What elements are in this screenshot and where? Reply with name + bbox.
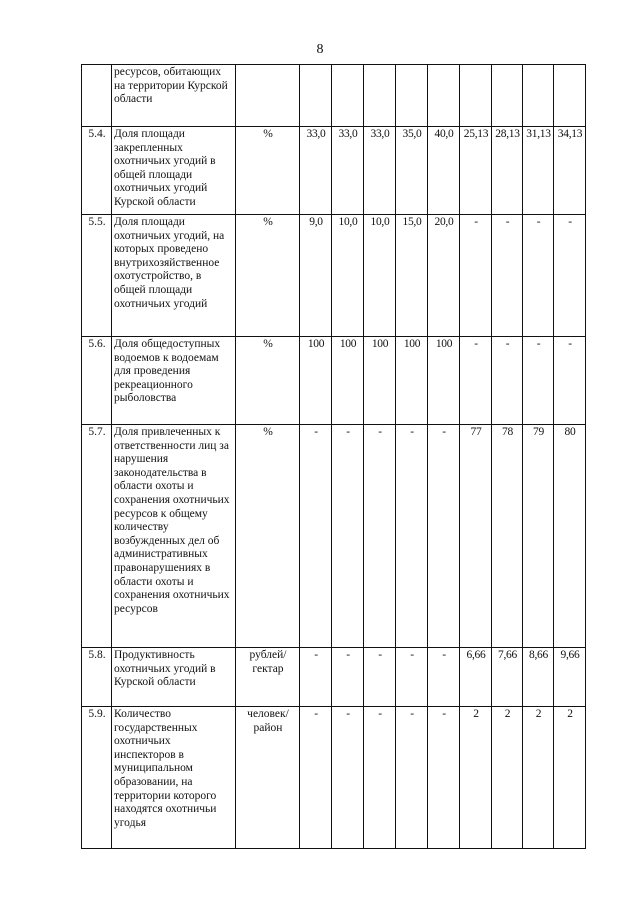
value-cell — [428, 65, 460, 127]
unit-cell — [236, 65, 300, 127]
value-cell: 100 — [332, 337, 364, 425]
value-cell: 9,0 — [300, 215, 332, 337]
unit-cell: % — [236, 425, 300, 648]
row-number: 5.7. — [82, 425, 112, 648]
unit-cell: человек/ район — [236, 707, 300, 849]
row-number: 5.4. — [82, 127, 112, 215]
value-cell: 77 — [460, 425, 492, 648]
value-cell: - — [460, 215, 492, 337]
value-cell — [492, 65, 523, 127]
value-cell: - — [554, 215, 586, 337]
value-cell: - — [300, 707, 332, 849]
value-cell — [332, 65, 364, 127]
table-row — [82, 707, 586, 849]
value-cell: - — [428, 648, 460, 707]
row-number — [82, 65, 112, 127]
value-cell: - — [428, 425, 460, 648]
value-cell: 35,0 — [396, 127, 428, 215]
value-cell: - — [364, 648, 396, 707]
row-number: 5.5. — [82, 215, 112, 337]
row-number: 5.8. — [82, 648, 112, 707]
value-cell — [396, 65, 428, 127]
value-cell: - — [332, 425, 364, 648]
value-cell: 2 — [492, 707, 523, 849]
value-cell: 80 — [554, 425, 586, 648]
value-cell: 100 — [396, 337, 428, 425]
unit-cell: % — [236, 127, 300, 215]
indicator-name: Доля привлеченных к ответственности лиц за нарушения законодательства в области охоты и сохранения охотничьих ресурсов к общему количеству возбужденных дел об административных правонарушениях в области охоты и сохранения охотничьих ресурсов — [112, 425, 236, 648]
indicator-name: ресурсов, обитающих на территории Курской области — [112, 65, 236, 127]
value-cell: - — [554, 337, 586, 425]
value-cell: 2 — [554, 707, 586, 849]
value-cell: 100 — [300, 337, 332, 425]
value-cell: 28,13 — [492, 127, 523, 215]
value-cell — [554, 65, 586, 127]
value-cell: 33,0 — [332, 127, 364, 215]
unit-cell: % — [236, 337, 300, 425]
value-cell: - — [523, 215, 554, 337]
indicator-name: Количество государственных охотничьих инспекторов в муниципальном образовании, на территории которого находятся охотничьи угодья — [112, 707, 236, 849]
value-cell: 10,0 — [332, 215, 364, 337]
value-cell: 10,0 — [364, 215, 396, 337]
table-row — [82, 425, 586, 648]
value-cell: - — [523, 337, 554, 425]
value-cell: - — [364, 707, 396, 849]
indicator-name: Доля общедоступных водоемов к водоемам для проведения рекреационного рыболовства — [112, 337, 236, 425]
table-row — [82, 648, 586, 707]
unit-cell: % — [236, 215, 300, 337]
table-row — [82, 65, 586, 127]
value-cell: 8,66 — [523, 648, 554, 707]
value-cell: - — [396, 425, 428, 648]
value-cell: 34,13 — [554, 127, 586, 215]
value-cell: 100 — [428, 337, 460, 425]
value-cell: - — [332, 648, 364, 707]
value-cell: 33,0 — [300, 127, 332, 215]
value-cell: - — [300, 648, 332, 707]
value-cell: 79 — [523, 425, 554, 648]
value-cell: 25,13 — [460, 127, 492, 215]
value-cell: - — [364, 425, 396, 648]
indicator-name: Доля площади закрепленных охотничьих угодий в общей площади охотничьих угодий Курской области — [112, 127, 236, 215]
value-cell: 31,13 — [523, 127, 554, 215]
value-cell: 2 — [460, 707, 492, 849]
value-cell: - — [300, 425, 332, 648]
value-cell: - — [492, 215, 523, 337]
value-cell — [460, 65, 492, 127]
value-cell — [523, 65, 554, 127]
indicators-table — [81, 64, 586, 849]
value-cell: - — [396, 648, 428, 707]
value-cell: 78 — [492, 425, 523, 648]
row-number: 5.9. — [82, 707, 112, 849]
value-cell: 100 — [364, 337, 396, 425]
table-row — [82, 337, 586, 425]
value-cell: - — [332, 707, 364, 849]
value-cell — [300, 65, 332, 127]
value-cell: - — [428, 707, 460, 849]
indicator-name: Продуктивность охотничьих угодий в Курской области — [112, 648, 236, 707]
value-cell: - — [492, 337, 523, 425]
row-number: 5.6. — [82, 337, 112, 425]
value-cell: 20,0 — [428, 215, 460, 337]
value-cell: - — [396, 707, 428, 849]
value-cell: 33,0 — [364, 127, 396, 215]
table-row — [82, 215, 586, 337]
value-cell: 2 — [523, 707, 554, 849]
unit-cell: рублей/ гектар — [236, 648, 300, 707]
value-cell: 40,0 — [428, 127, 460, 215]
value-cell: - — [460, 337, 492, 425]
value-cell: 7,66 — [492, 648, 523, 707]
value-cell: 15,0 — [396, 215, 428, 337]
indicator-name: Доля площади охотничьих угодий, на которых проведено внутрихозяйственное охотустройство, в общей площади охотничьих угодий — [112, 215, 236, 337]
page-number: 8 — [316, 42, 324, 57]
table-row — [82, 127, 586, 215]
value-cell: 6,66 — [460, 648, 492, 707]
value-cell: 9,66 — [554, 648, 586, 707]
value-cell — [364, 65, 396, 127]
